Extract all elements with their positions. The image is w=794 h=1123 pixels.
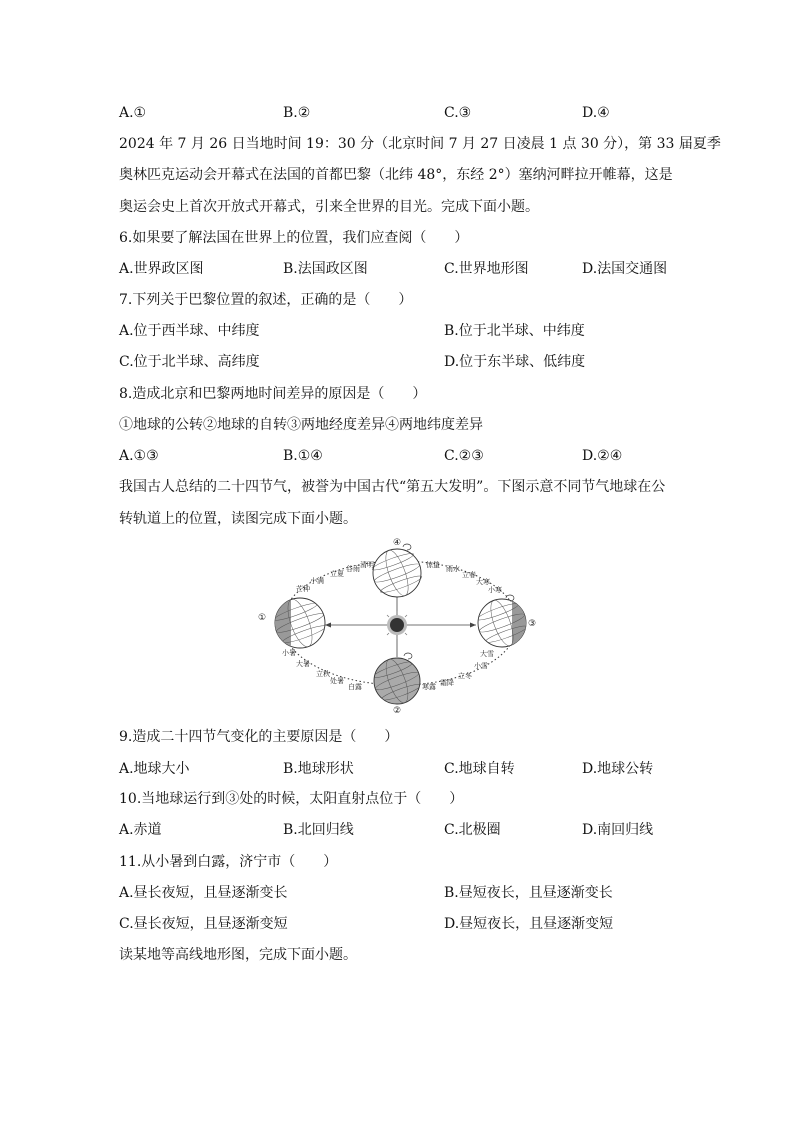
q9-option-b: B.地球形状 <box>283 761 354 777</box>
term-shuangjiang: 霜降 <box>440 679 454 687</box>
term-yushui: 雨水 <box>446 565 460 573</box>
passage-2-line-1: 我国古人总结的二十四节气，被誉为中国古代“第五大发明”。下图示意不同节气地球在公 <box>119 479 666 495</box>
passage-1-line-1: 2024 年 7 月 26 日当地时间 19：30 分（北京时间 7 月 27 日凌晨 1 点 30 分），第 33 届夏季 <box>119 136 721 152</box>
position-label-4: ④ <box>393 538 402 548</box>
term-xiaoshu: 小暑 <box>282 649 296 657</box>
q8-option-a: A.①③ <box>119 448 159 464</box>
passage-1-line-2: 奥林匹克运动会开幕式在法国的首都巴黎（北纬 48°，东经 2°）塞纳河畔拉开帷幕，这是 <box>119 167 673 183</box>
term-hanlu: 寒露 <box>422 683 436 691</box>
term-daxue: 大雪 <box>480 650 494 658</box>
term-guyu: 谷雨 <box>346 565 360 573</box>
q6-option-d: D.法国交通图 <box>582 261 668 277</box>
q6-stem: 6.如果要了解法国在世界上的位置，我们应查阅（ ） <box>119 230 469 246</box>
q11-option-b: B.昼短夜长，且昼逐渐变长 <box>444 885 613 901</box>
term-mangzhong: 芒种 <box>296 585 310 593</box>
q7-option-c: C.位于北半球、高纬度 <box>119 354 260 370</box>
term-xiaoman: 小满 <box>310 577 324 585</box>
arrow-right <box>470 623 476 628</box>
term-bailu: 白露 <box>348 683 362 691</box>
q5-option-d: D.④ <box>582 105 610 121</box>
q8-stem: 8.造成北京和巴黎两地时间差异的原因是（ ） <box>119 386 427 402</box>
earth-position-2 <box>372 653 422 705</box>
q10-option-a: A.赤道 <box>119 822 162 838</box>
q9-option-d: D.地球公转 <box>582 761 654 777</box>
q8-statement: ①地球的公转②地球的自转③两地经度差异④两地纬度差异 <box>119 417 483 433</box>
q5-option-a: A.① <box>119 105 147 121</box>
term-lidong: 立冬 <box>458 672 472 680</box>
q6-option-b: B.法国政区图 <box>283 261 368 277</box>
term-qingming: 清明 <box>360 561 374 569</box>
q7-option-b: B.位于北半球、中纬度 <box>444 323 585 339</box>
term-dahan: 大寒 <box>476 578 490 586</box>
position-label-2: ② <box>393 706 402 715</box>
q7-stem: 7.下列关于巴黎位置的叙述，正确的是（ ） <box>119 292 413 308</box>
earth-position-4 <box>371 544 423 598</box>
passage-2-line-2: 转轨道上的位置，读图完成下面小题。 <box>119 511 357 527</box>
q9-option-c: C.地球自转 <box>444 761 515 777</box>
q11-stem: 11.从小暑到白露，济宁市（ ） <box>119 854 338 870</box>
q8-option-d: D.②④ <box>582 448 623 464</box>
passage-3: 读某地等高线地形图，完成下面小题。 <box>119 947 357 963</box>
q6-option-a: A.世界政区图 <box>119 261 204 277</box>
arrow-left <box>325 623 331 628</box>
term-lixia: 立夏 <box>330 570 344 578</box>
q10-stem: 10.当地球运行到③处的时候，太阳直射点位于（ ） <box>119 791 464 807</box>
sun-icon <box>383 611 411 639</box>
earth-position-1 <box>273 595 327 651</box>
q10-option-d: D.南回归线 <box>582 822 654 838</box>
q10-option-c: C.北极圈 <box>444 822 501 838</box>
q9-stem: 9.造成二十四节气变化的主要原因是（ ） <box>119 729 399 745</box>
q6-option-c: C.世界地形图 <box>444 261 529 277</box>
term-chushu: 处暑 <box>330 677 344 685</box>
term-liqiu: 立秋 <box>316 670 330 678</box>
q8-option-c: C.②③ <box>444 448 484 464</box>
term-dashu: 大暑 <box>296 660 310 668</box>
q11-option-d: D.昼短夜长，且昼逐渐变短 <box>444 916 614 932</box>
term-xiaoxue: 小雪 <box>474 662 488 670</box>
term-xiaohan: 小寒 <box>488 586 502 594</box>
term-lichun: 立春 <box>462 571 476 579</box>
q8-option-b: B.①④ <box>283 448 323 464</box>
passage-1-line-3: 奥运会史上首次开放式开幕式，引来全世界的目光。完成下面小题。 <box>119 199 539 215</box>
position-label-1: ① <box>258 613 267 623</box>
position-label-3: ③ <box>528 619 537 629</box>
q7-option-d: D.位于东半球、低纬度 <box>444 354 586 370</box>
q9-option-a: A.地球大小 <box>119 761 190 777</box>
earth-position-3 <box>476 595 528 651</box>
orbit-diagram <box>250 535 550 715</box>
q11-option-a: A.昼长夜短，且昼逐渐变长 <box>119 885 288 901</box>
q5-option-c: C.③ <box>444 105 472 121</box>
q11-option-c: C.昼长夜短，且昼逐渐变短 <box>119 916 288 932</box>
q10-option-b: B.北回归线 <box>283 822 354 838</box>
q5-option-b: B.② <box>283 105 311 121</box>
term-jingzhe: 惊蛰 <box>426 561 440 569</box>
q7-option-a: A.位于西半球、中纬度 <box>119 323 260 339</box>
